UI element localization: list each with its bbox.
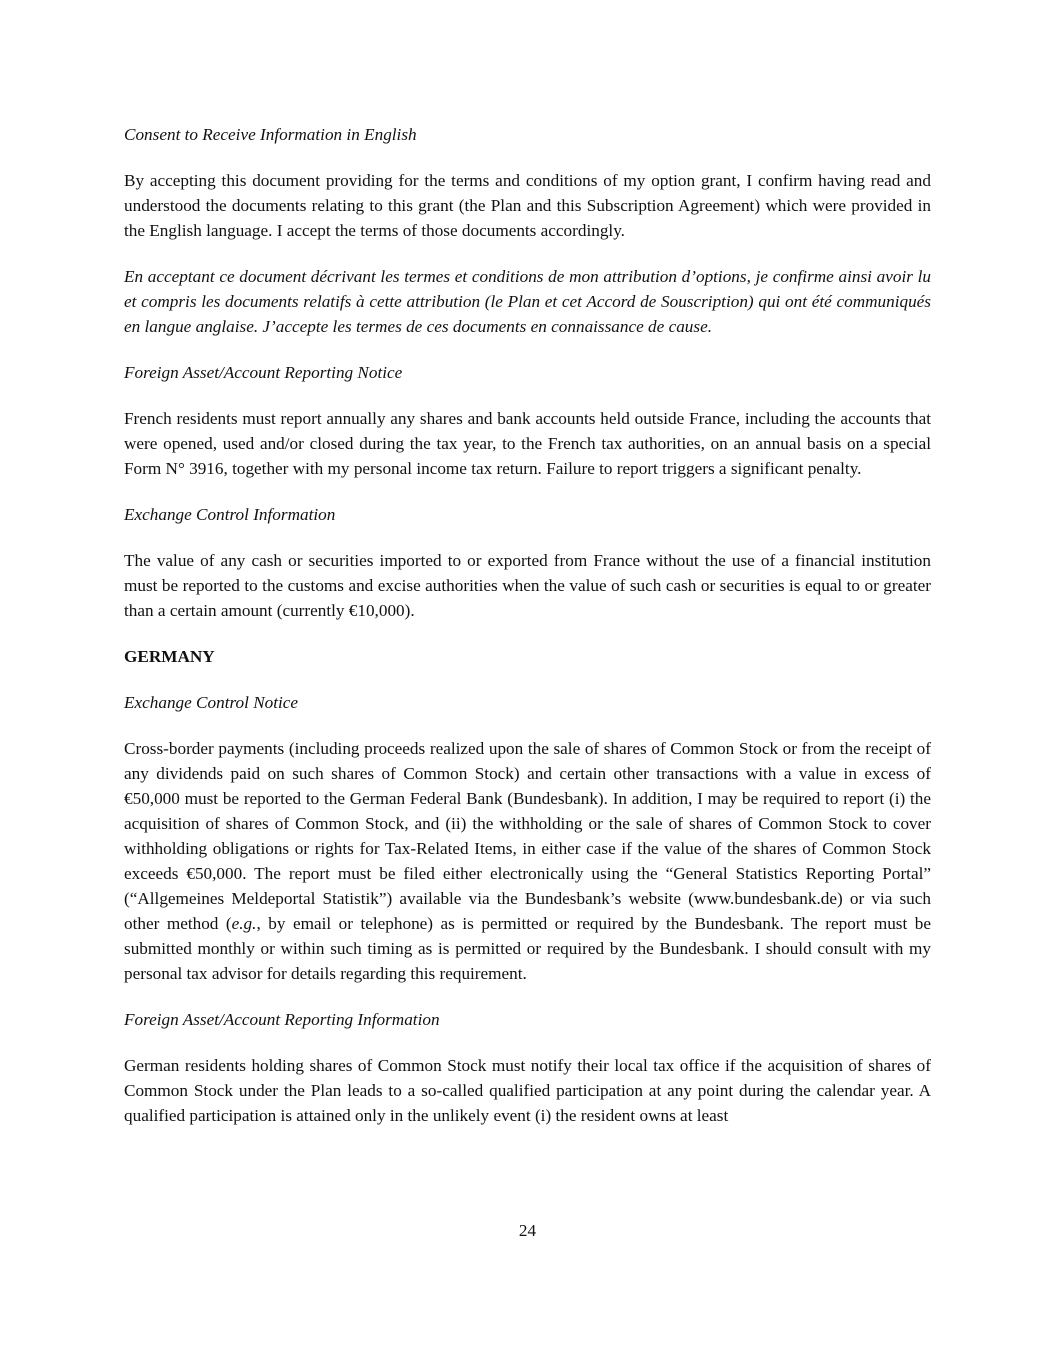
- france-asset-reporting-paragraph: French residents must report annually any shares and bank accounts held outside France, including the accounts that were opened, used and/or closed during the tax year, to the French tax authorities, on an annual basis on a special Form N° 3916, together with my personal income tax return. Failure to report triggers a significant penalty.: [124, 409, 931, 478]
- germany-asset-reporting-paragraph: German residents holding shares of Common Stock must notify their local tax office if the acquisition of shares of Common Stock under the Plan leads to a so-called qualified participation at any point during the calendar year. A qualified participation is attained only in the unlikely event (i) the resident owns at least: [124, 1056, 931, 1125]
- page-number: 24: [518, 1221, 537, 1240]
- consent-heading: Consent to Receive Information in English: [124, 125, 417, 144]
- france-asset-reporting-heading: Foreign Asset/Account Reporting Notice: [124, 363, 403, 382]
- france-exchange-control-paragraph: The value of any cash or securities imported to or exported from France without the use of a financial institution must be reported to the customs and excise authorities when the value of such cash or securities is equal to or greater than a certain amount (currently €10,000).: [124, 551, 931, 620]
- exchange-text-part-1: Cross-border payments (including proceeds realized upon the sale of shares of Common Stock or from the receipt of any dividends paid on such shares of Common Stock) and certain other transactions with a value in excess of €50,000 must be reported to the German Federal Bank (Bundesbank). In addition, I may be required to report (i) the acquisition of shares of Common Stock, and (ii) the withholding or the sale of shares of Common Stock to cover withholding obligations or rights for Tax-Related Items, in either case if the value of the shares of Common Stock exceeds €50,000. The report must be filed either electronically using the “General Statistics Reporting Portal” (“Allgemeines Meldeportal Statistik”) available via the Bundesbank’s website (www.bundesbank.de) or via such other method (: [124, 739, 931, 933]
- germany-exchange-control-heading: Exchange Control Notice: [124, 693, 299, 712]
- germany-asset-reporting-heading: Foreign Asset/Account Reporting Information: [124, 1010, 440, 1029]
- eg-abbreviation: e.g.: [231, 914, 257, 933]
- germany-exchange-control-paragraph: [124, 736, 931, 986]
- france-exchange-control-heading: Exchange Control Information: [124, 505, 336, 524]
- consent-french-paragraph: En acceptant ce document décrivant les termes et conditions de mon attribution d’options, je confirme ainsi avoir lu et compris les documents relatifs à cette attribution (le Plan et cet Accord de Souscription) qui ont été communiqués en langue anglaise. J’accepte les termes de ces documents en connaissance de cause.: [124, 267, 931, 336]
- document-page: [124, 122, 931, 1149]
- germany-heading: GERMANY: [124, 647, 215, 666]
- exchange-text-part-2: , by email or telephone) as is permitted or required by the Bundesbank. The report must be submitted monthly or within such timing as is permitted or required by the Bundesbank. I should consult with my personal tax advisor for details regarding this requirement.: [124, 914, 931, 983]
- consent-english-paragraph: By accepting this document providing for the terms and conditions of my option grant, I confirm having read and understood the documents relating to this grant (the Plan and this Subscription Agreement) which were provided in the English language. I accept the terms of those documents accordingly.: [124, 171, 931, 240]
